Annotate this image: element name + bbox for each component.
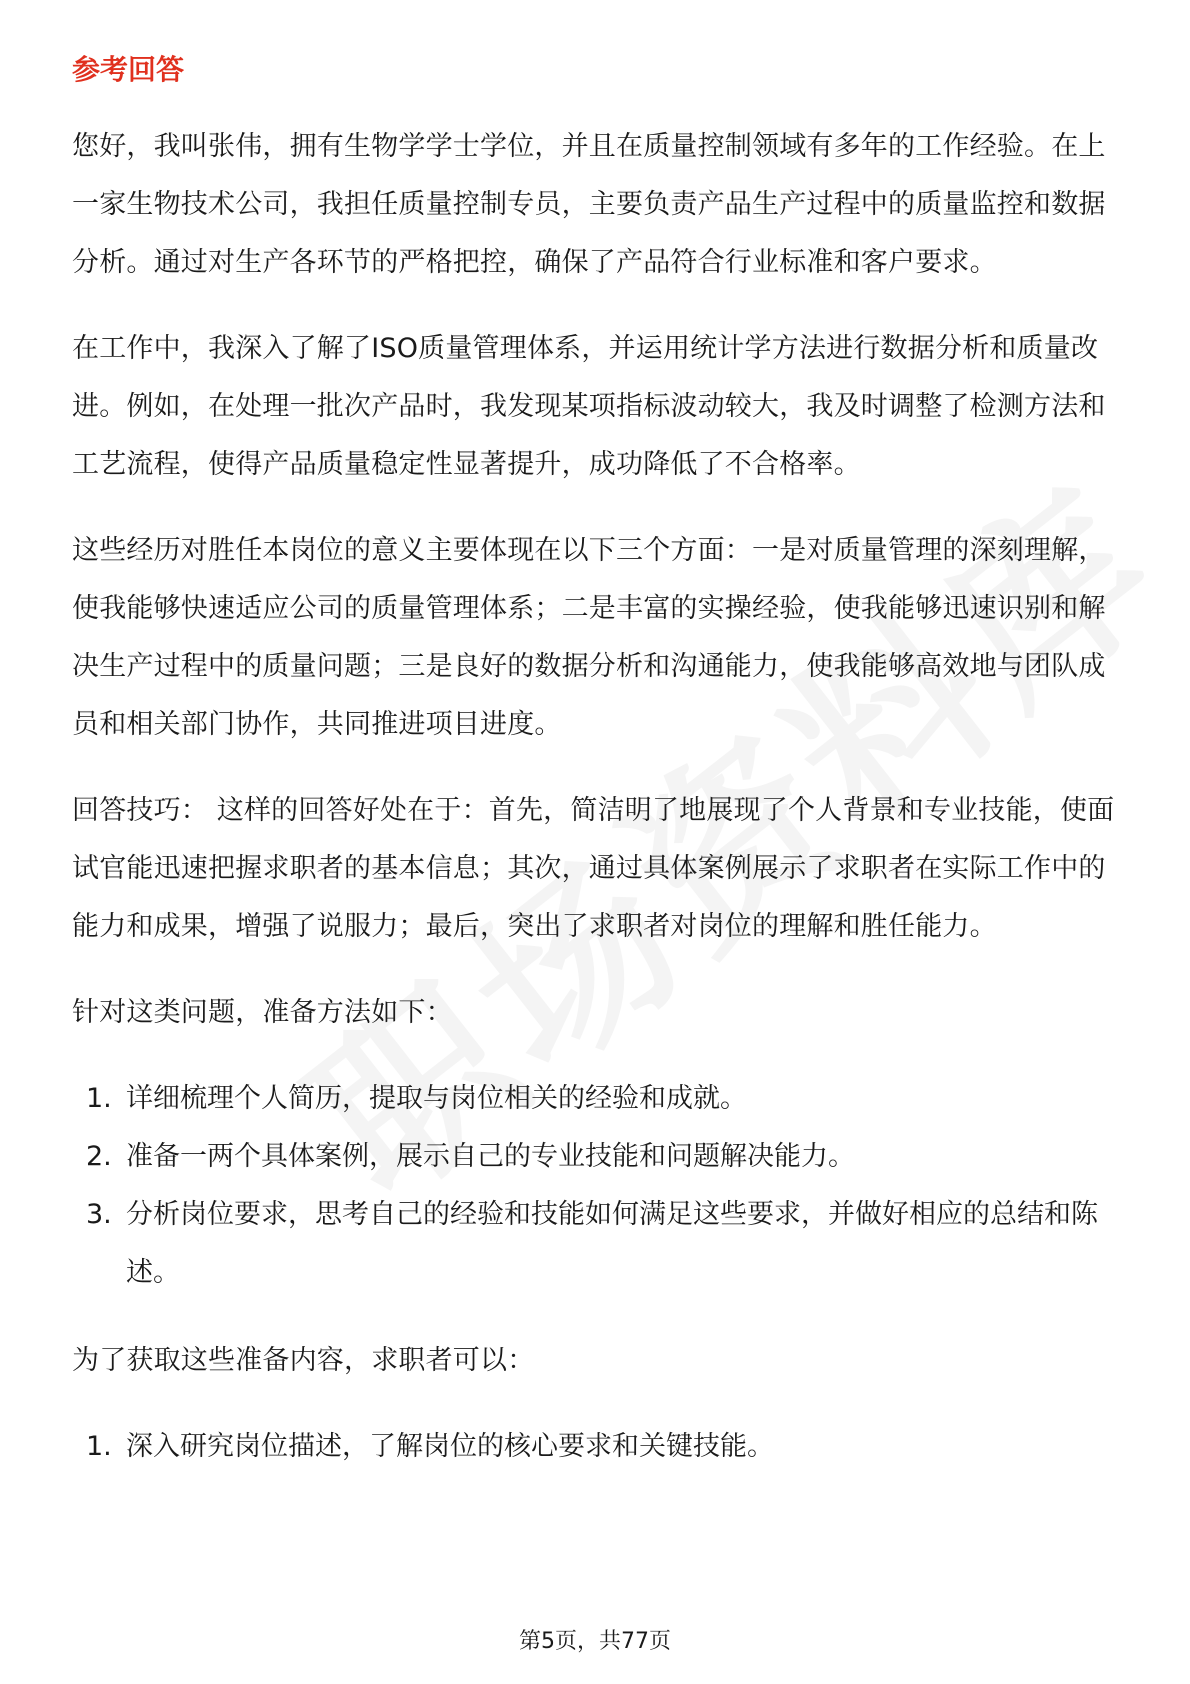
paragraph-significance: 这些经历对胜任本岗位的意义主要体现在以下三个方面：一是对质量管理的深刻理解，使我能够快速适应公司的质量管理体系；二是丰富的实操经验，使我能够迅速识别和解决生产过程中的质量问题；三是良好的数据分析和沟通能力，使我能够高效地与团队成员和相关部门协作，共同推进项目进度。 (72, 535, 1106, 740)
list-item-text: 准备一两个具体案例，展示自己的专业技能和问题解决能力。 (126, 1141, 855, 1172)
list-item-number: 2. (86, 1141, 112, 1172)
list-item-text: 详细梳理个人简历，提取与岗位相关的经验和成就。 (126, 1083, 747, 1114)
section-heading: 参考回答 (72, 53, 185, 86)
list-item-text: 分析岗位要求，思考自己的经验和技能如何满足这些要求，并做好相应的总结和陈述。 (126, 1199, 1098, 1288)
list-item-number: 1. (86, 1431, 112, 1462)
paragraph-experience: 在工作中，我深入了解了ISO质量管理体系，并运用统计学方法进行数据分析和质量改进。例如，在处理一批次产品时，我发现某项指标波动较大，我及时调整了检测方法和工艺流程，使得产品质量稳定性显著提升，成功降低了不合格率。 (72, 333, 1106, 480)
list-item-number: 3. (86, 1199, 112, 1230)
paragraph-acquire-intro: 为了获取这些准备内容，求职者可以： (72, 1345, 535, 1376)
list-item-text: 深入研究岗位描述，了解岗位的核心要求和关键技能。 (126, 1431, 774, 1462)
list-item (72, 1186, 1124, 1302)
acquire-method-list (72, 1418, 1124, 1476)
document-body (72, 48, 1124, 1506)
page-number-footer: 第5页，共77页 (519, 1629, 671, 1654)
list-item (72, 1128, 1124, 1186)
paragraph-introduction: 您好，我叫张伟，拥有生物学学士学位，并且在质量控制领域有多年的工作经验。在上一家生物技术公司，我担任质量控制专员，主要负责产品生产过程中的质量监控和数据分析。通过对生产各环节的严格把控，确保了产品符合行业标准和客户要求。 (72, 131, 1106, 278)
list-item-number: 1. (86, 1083, 112, 1114)
paragraph-prep-intro: 针对这类问题，准备方法如下： (72, 997, 453, 1028)
list-item (72, 1070, 1124, 1128)
list-item (72, 1418, 1124, 1476)
paragraph-answer-tips: 回答技巧： 这样的回答好处在于：首先，简洁明了地展现了个人背景和专业技能，使面试官能迅速把握求职者的基本信息；其次，通过具体案例展示了求职者在实际工作中的能力和成果，增强了说服力；最后，突出了求职者对岗位的理解和胜任能力。 (72, 795, 1115, 942)
prep-method-list (72, 1070, 1124, 1302)
